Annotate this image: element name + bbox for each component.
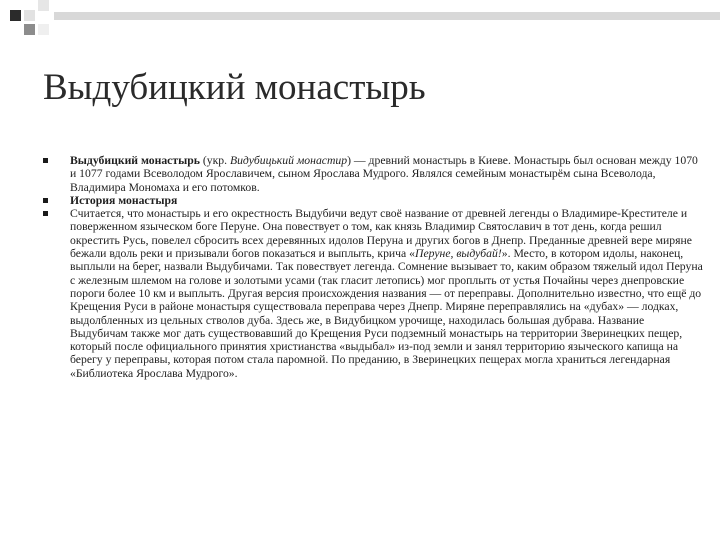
history-text-post: ». Место, в котором идолы, наконец, выплыли на берег, назвали Выдубичами. Так повествует легенда. Сомнение вызывает то, каким образом тяжелый идол Перуна с железным шлемом на голове и золотыми усами (так гласит летопись) мог проплыть от устья Почайны через днепровские пороги более 10 км и выплыть. Другая версия происхождения названия — от переправы. Дополнительно известно, что ещё до Крещения Руси в районе монастыря существовала переправа через Днепр. Миряне переправлялись на «дубах» — лодках, выдолбленных из цельных стволов дуба. Здесь же, в Видубицком урочище, находилась большая дубрава. Название Выдубичам также мог дать существовавший до Крещения Руси подземный монастырь на территории Зверинецких пещер, который после официального принятия христианства «выдыбал» из-под земли и занял территорию языческого капища на берегу у переправы, которая потом стала паромной. По преданию, в Зверинецких пещерах могла храниться легендарная «Библиотека Ярослава Мудрого». — [70, 247, 703, 380]
decor-square-dark — [10, 10, 21, 21]
header-decoration — [0, 0, 720, 50]
history-heading: История монастыря — [70, 193, 178, 207]
history-text-pre: Считается, что монастырь и его окрестность Выдубичи ведут своё название от древней легенды о Владимире-Крестителе и поверженном языческом боге Перуне. Она повествует о том, как князь Владимир Святославич в тот день, когда решил окрестить Русь, повелел сбросить всех деревянных идолов Перуна и других богов в Днепр. Преданные древней вере миряне бежали вдоль реки и призывали богов показаться и выплыть, крича « — [70, 207, 692, 261]
intro-text: ) — древний монастырь в Киеве. Монастырь был основан между 1070 и 1077 годами Всеволодом Ярославичем, сыном Ярослава Мудрого. Являлся семейным монастырём сына Всеволода, Владимира Мономаха и его потомков. — [70, 154, 698, 194]
decor-bar — [54, 12, 720, 20]
bullet-item-intro — [40, 154, 704, 194]
bullet-item-history-heading — [40, 194, 704, 207]
bullet-item-history-text — [40, 207, 704, 380]
monastery-name: Выдубицкий монастырь — [70, 154, 200, 167]
decor-square-mid — [24, 24, 35, 35]
slide-title: Выдубицкий монастырь — [43, 67, 426, 108]
decor-square-light — [24, 10, 35, 21]
square-bullet-icon — [43, 211, 48, 216]
decor-square-light-2 — [38, 0, 49, 11]
square-bullet-icon — [43, 198, 48, 203]
bullet-list — [40, 154, 704, 380]
ukrainian-name: Видубицький монастир — [229, 154, 348, 167]
square-bullet-icon — [43, 158, 48, 163]
legend-quote: Перуне, выдубай! — [415, 247, 502, 261]
intro-pre: (укр. — [199, 154, 230, 167]
decor-bar-small — [38, 24, 49, 35]
